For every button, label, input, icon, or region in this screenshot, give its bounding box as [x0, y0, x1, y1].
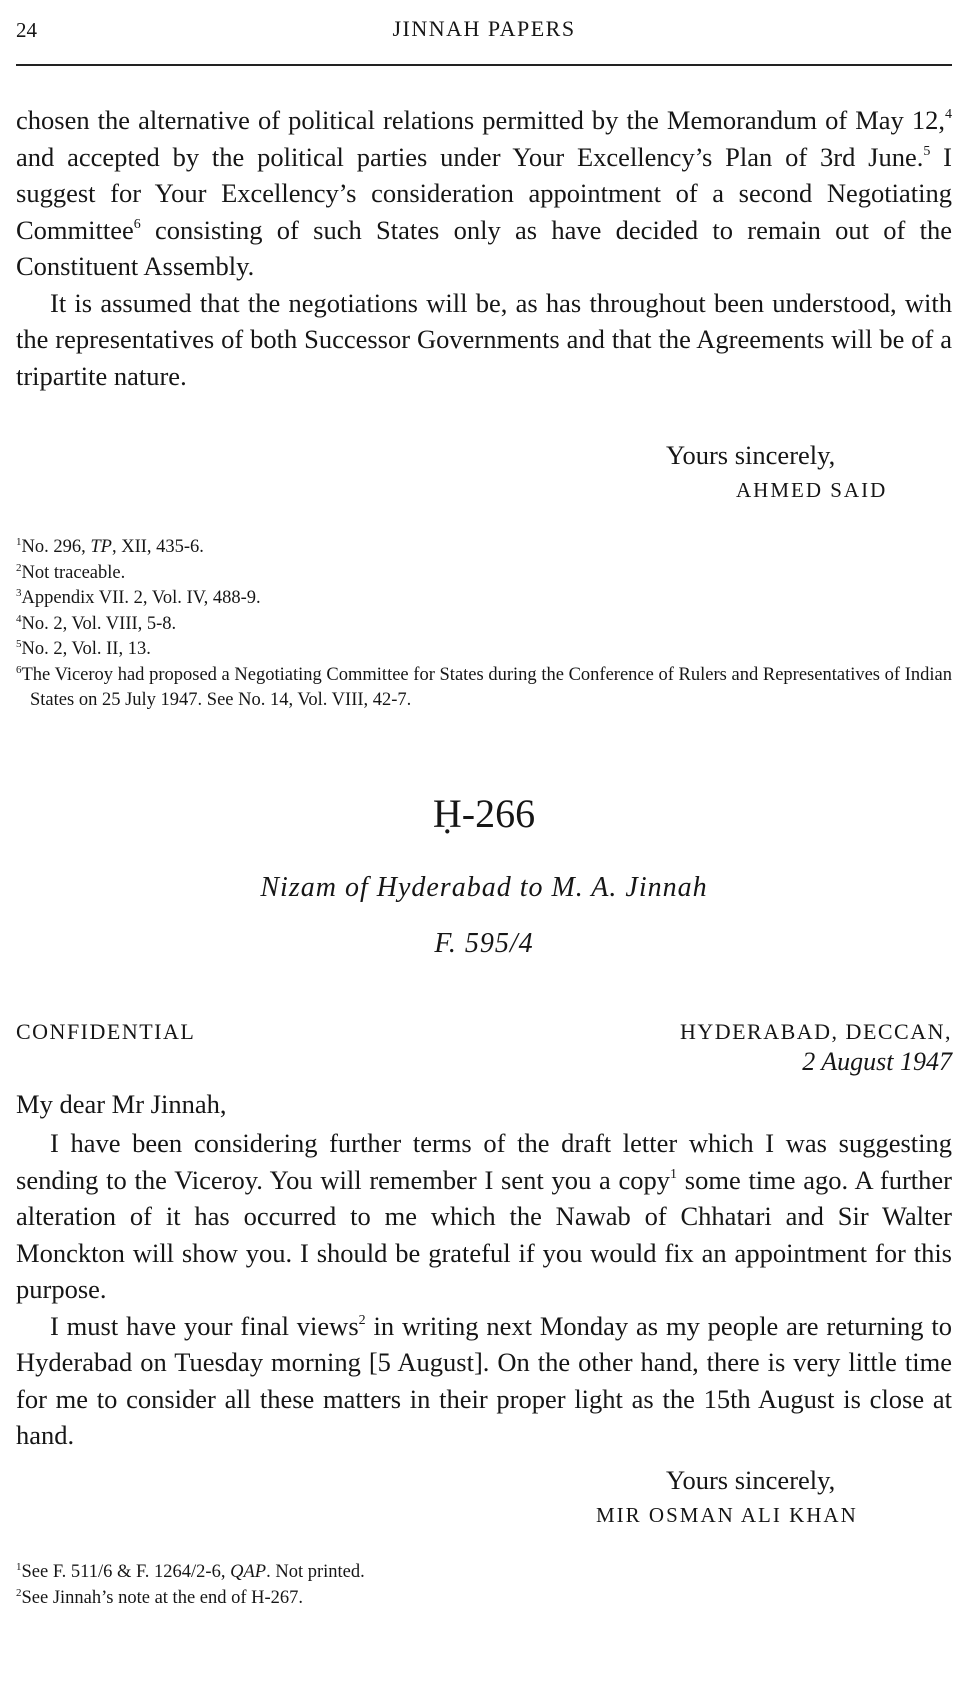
letter1-body [16, 102, 952, 394]
footnote: $^2$Not traceable. [16, 561, 126, 583]
letter-place: HYDERABAD, DECCAN, [679, 1019, 952, 1044]
file-reference: F. 595/4 [434, 928, 534, 959]
footnote: $^1$No. 296, TP, XII, 435-6. [16, 536, 204, 557]
running-title: JINNAH PAPERS [392, 16, 576, 41]
footnote-ref: 6 [133, 216, 141, 232]
letter1-closing: Yours sincerely, [666, 440, 836, 470]
letter1-signature: AHMED SAID [736, 478, 888, 502]
footnote-ref: 1 [670, 1166, 678, 1182]
footnote: $^2$See Jinnah’s note at the end of H-267. [16, 1586, 304, 1608]
footnotes-letter2 [16, 1560, 952, 1611]
letter2-signature: MIR OSMAN ALI KHAN [596, 1503, 858, 1527]
letter-date: 2 August 1947 [802, 1047, 952, 1076]
footnote: $^3$Appendix VII. 2, Vol. IV, 488-9. [16, 587, 261, 608]
letter2-body [16, 1125, 952, 1454]
page-number: 24 [16, 18, 37, 42]
running-header [16, 12, 952, 46]
letter2-paragraph-2: I must have your final views$^2$ in writing next Monday as my people are returning to Hyderabad on Tuesday morning [5 August]. On the other hand, there is very little time for me to consider all these matters in their proper light as the 15th August is close at hand. [16, 1310, 952, 1450]
footnote: $^1$See F. 511/6 & F. 1264/2-6, QAP. Not printed. [16, 1561, 365, 1582]
header-rule [16, 64, 952, 66]
footnote: $^4$No. 2, Vol. VIII, 5-8. [16, 612, 177, 634]
salutation: My dear Mr Jinnah, [16, 1089, 227, 1119]
letter1-paragraph-2: It is assumed that the negotiations will be, as has throughout been understood, with the representatives of both Successor Governments and that the Agreements will be of a tripartite nature. [16, 287, 952, 391]
footnote: $^6$The Viceroy had proposed a Negotiating Committee for States during the Conference of Rulers and Representatives of Indian States on 25 July 1947. See No. 14, Vol. VIII, 42-7. [16, 663, 952, 710]
classification-label: CONFIDENTIAL [16, 1019, 196, 1044]
letter2-paragraph-1: I have been considering further terms of the draft letter which I was suggesting sending to the Viceroy. You will remember I sent you a copy$^1$ some time ago. A further alteration of it has occurred to me which the Nawab of Chhatari and Sir Walter Monckton will show you. I should be grateful if you would fix an appointment for this purpose. [16, 1128, 952, 1304]
footnote: $^5$No. 2, Vol. II, 13. [16, 638, 151, 659]
document-number: Ḥ-266 [432, 791, 536, 836]
letter1-paragraph-1: chosen the alternative of political relations permitted by the Memorandum of May 12,$^4$ and accepted by the political parties under Your Excellency’s Plan of 3rd June.$^5$ I suggest for Your Excellency’s consideration appointment of a second Negotiating Committee$^6$ consisting of such States only as have decided to remain out of the Constituent Assembly. [16, 105, 953, 281]
footnote-ref: 4 [945, 107, 952, 122]
document-page [16, 0, 952, 1704]
letter2-closing: Yours sincerely, [666, 1465, 836, 1495]
footnotes-letter1 [16, 535, 952, 714]
footnote-ref: 2 [358, 1312, 366, 1328]
document-title: Nizam of Hyderabad to M. A. Jinnah [260, 872, 708, 903]
footnote-ref: 5 [923, 143, 931, 159]
